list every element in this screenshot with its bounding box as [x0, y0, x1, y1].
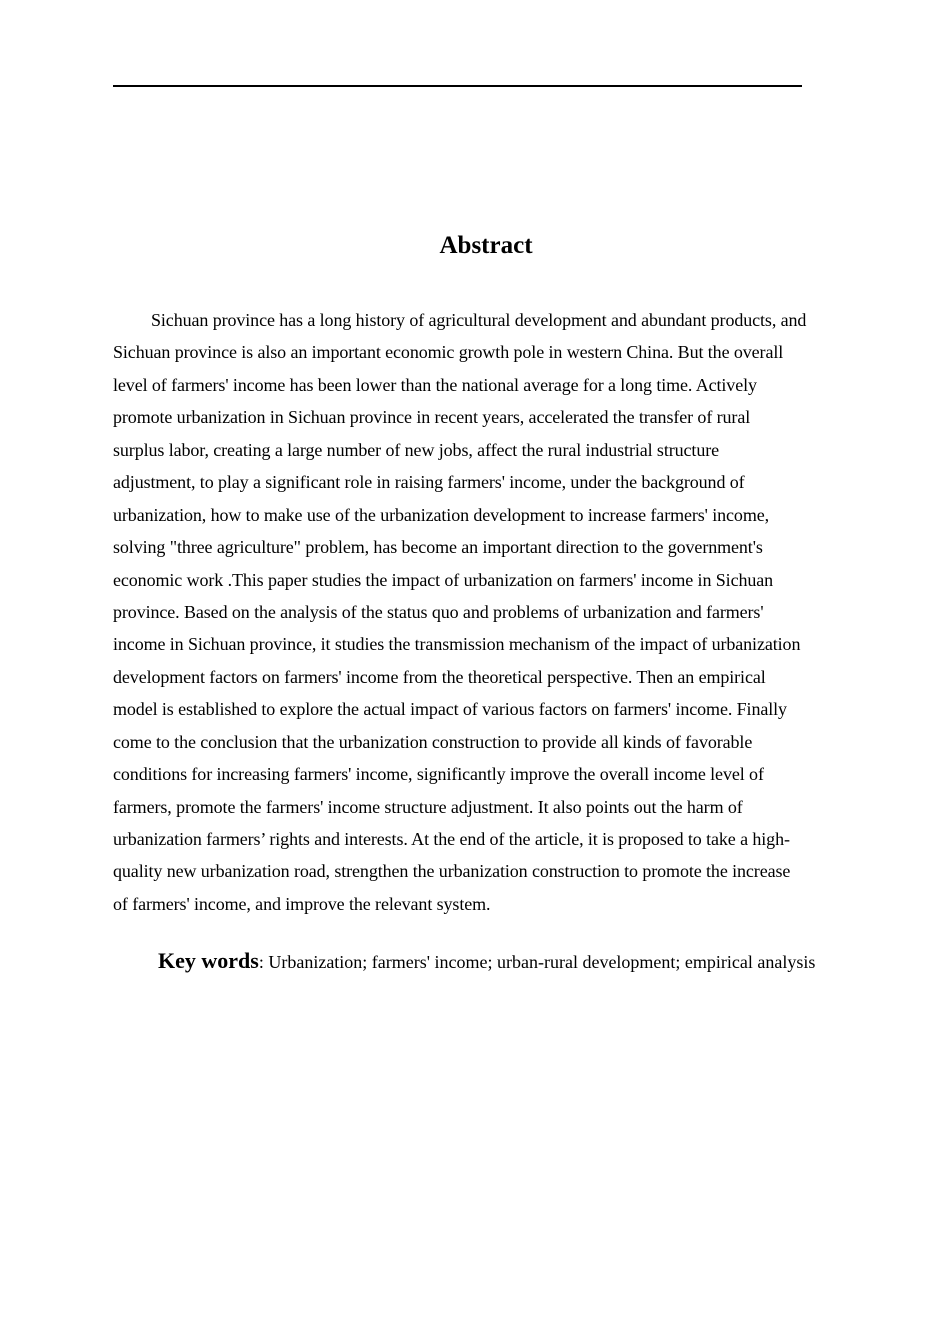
- abstract-line: promote urbanization in Sichuan province in recent years, accelerated the transfer of rural: [113, 407, 751, 428]
- keywords-separator: :: [258, 952, 264, 972]
- abstract-line: come to the conclusion that the urbanization construction to provide all kinds of favorable: [113, 731, 753, 752]
- abstract-line: quality new urbanization road, strengthen the urbanization construction to promote the increase: [113, 861, 791, 882]
- abstract-line: urbanization, how to make use of the urbanization development to increase farmers' income,: [113, 504, 770, 525]
- abstract-line: level of farmers' income has been lower than the national average for a long time. Actively: [113, 374, 757, 395]
- abstract-line: adjustment, to play a significant role in raising farmers' income, under the background of: [113, 472, 745, 493]
- page-title: Abstract: [439, 232, 533, 259]
- abstract-line: conditions for increasing farmers' income, significantly improve the overall income level of: [113, 764, 764, 785]
- abstract-line: income in Sichuan province, it studies the transmission mechanism of the impact of urbanization: [113, 634, 801, 655]
- keywords-label: Key words: [158, 948, 259, 973]
- abstract-line: Sichuan province has a long history of agricultural development and abundant products, and: [151, 310, 807, 330]
- abstract-line: development factors on farmers' income from the theoretical perspective. Then an empirical: [113, 666, 766, 687]
- abstract-line: surplus labor, creating a large number of new jobs, affect the rural industrial structure: [113, 439, 720, 460]
- keywords-text: Urbanization; farmers' income; urban-rural development; empirical analysis: [263, 952, 816, 972]
- header-rule: [113, 85, 802, 87]
- abstract-line: urbanization farmers’ rights and interests. At the end of the article, it is proposed to take a high-: [113, 829, 790, 849]
- keywords: [158, 948, 815, 974]
- abstract-line: Sichuan province is also an important economic growth pole in western China. But the overall: [113, 342, 784, 363]
- abstract-line: economic work .This paper studies the impact of urbanization on farmers' income in Sichuan: [113, 569, 774, 590]
- abstract-line: model is established to explore the actual impact of various factors on farmers' income. Finally: [113, 699, 787, 720]
- abstract-body: [113, 307, 873, 923]
- abstract-line: farmers, promote the farmers' income structure adjustment. It also points out the harm of: [113, 796, 743, 817]
- abstract-line: of farmers' income, and improve the relevant system.: [113, 893, 491, 914]
- abstract-line: solving "three agriculture" problem, has become an important direction to the government's: [113, 537, 763, 558]
- abstract-line: province. Based on the analysis of the status quo and problems of urbanization and farmers': [113, 601, 764, 622]
